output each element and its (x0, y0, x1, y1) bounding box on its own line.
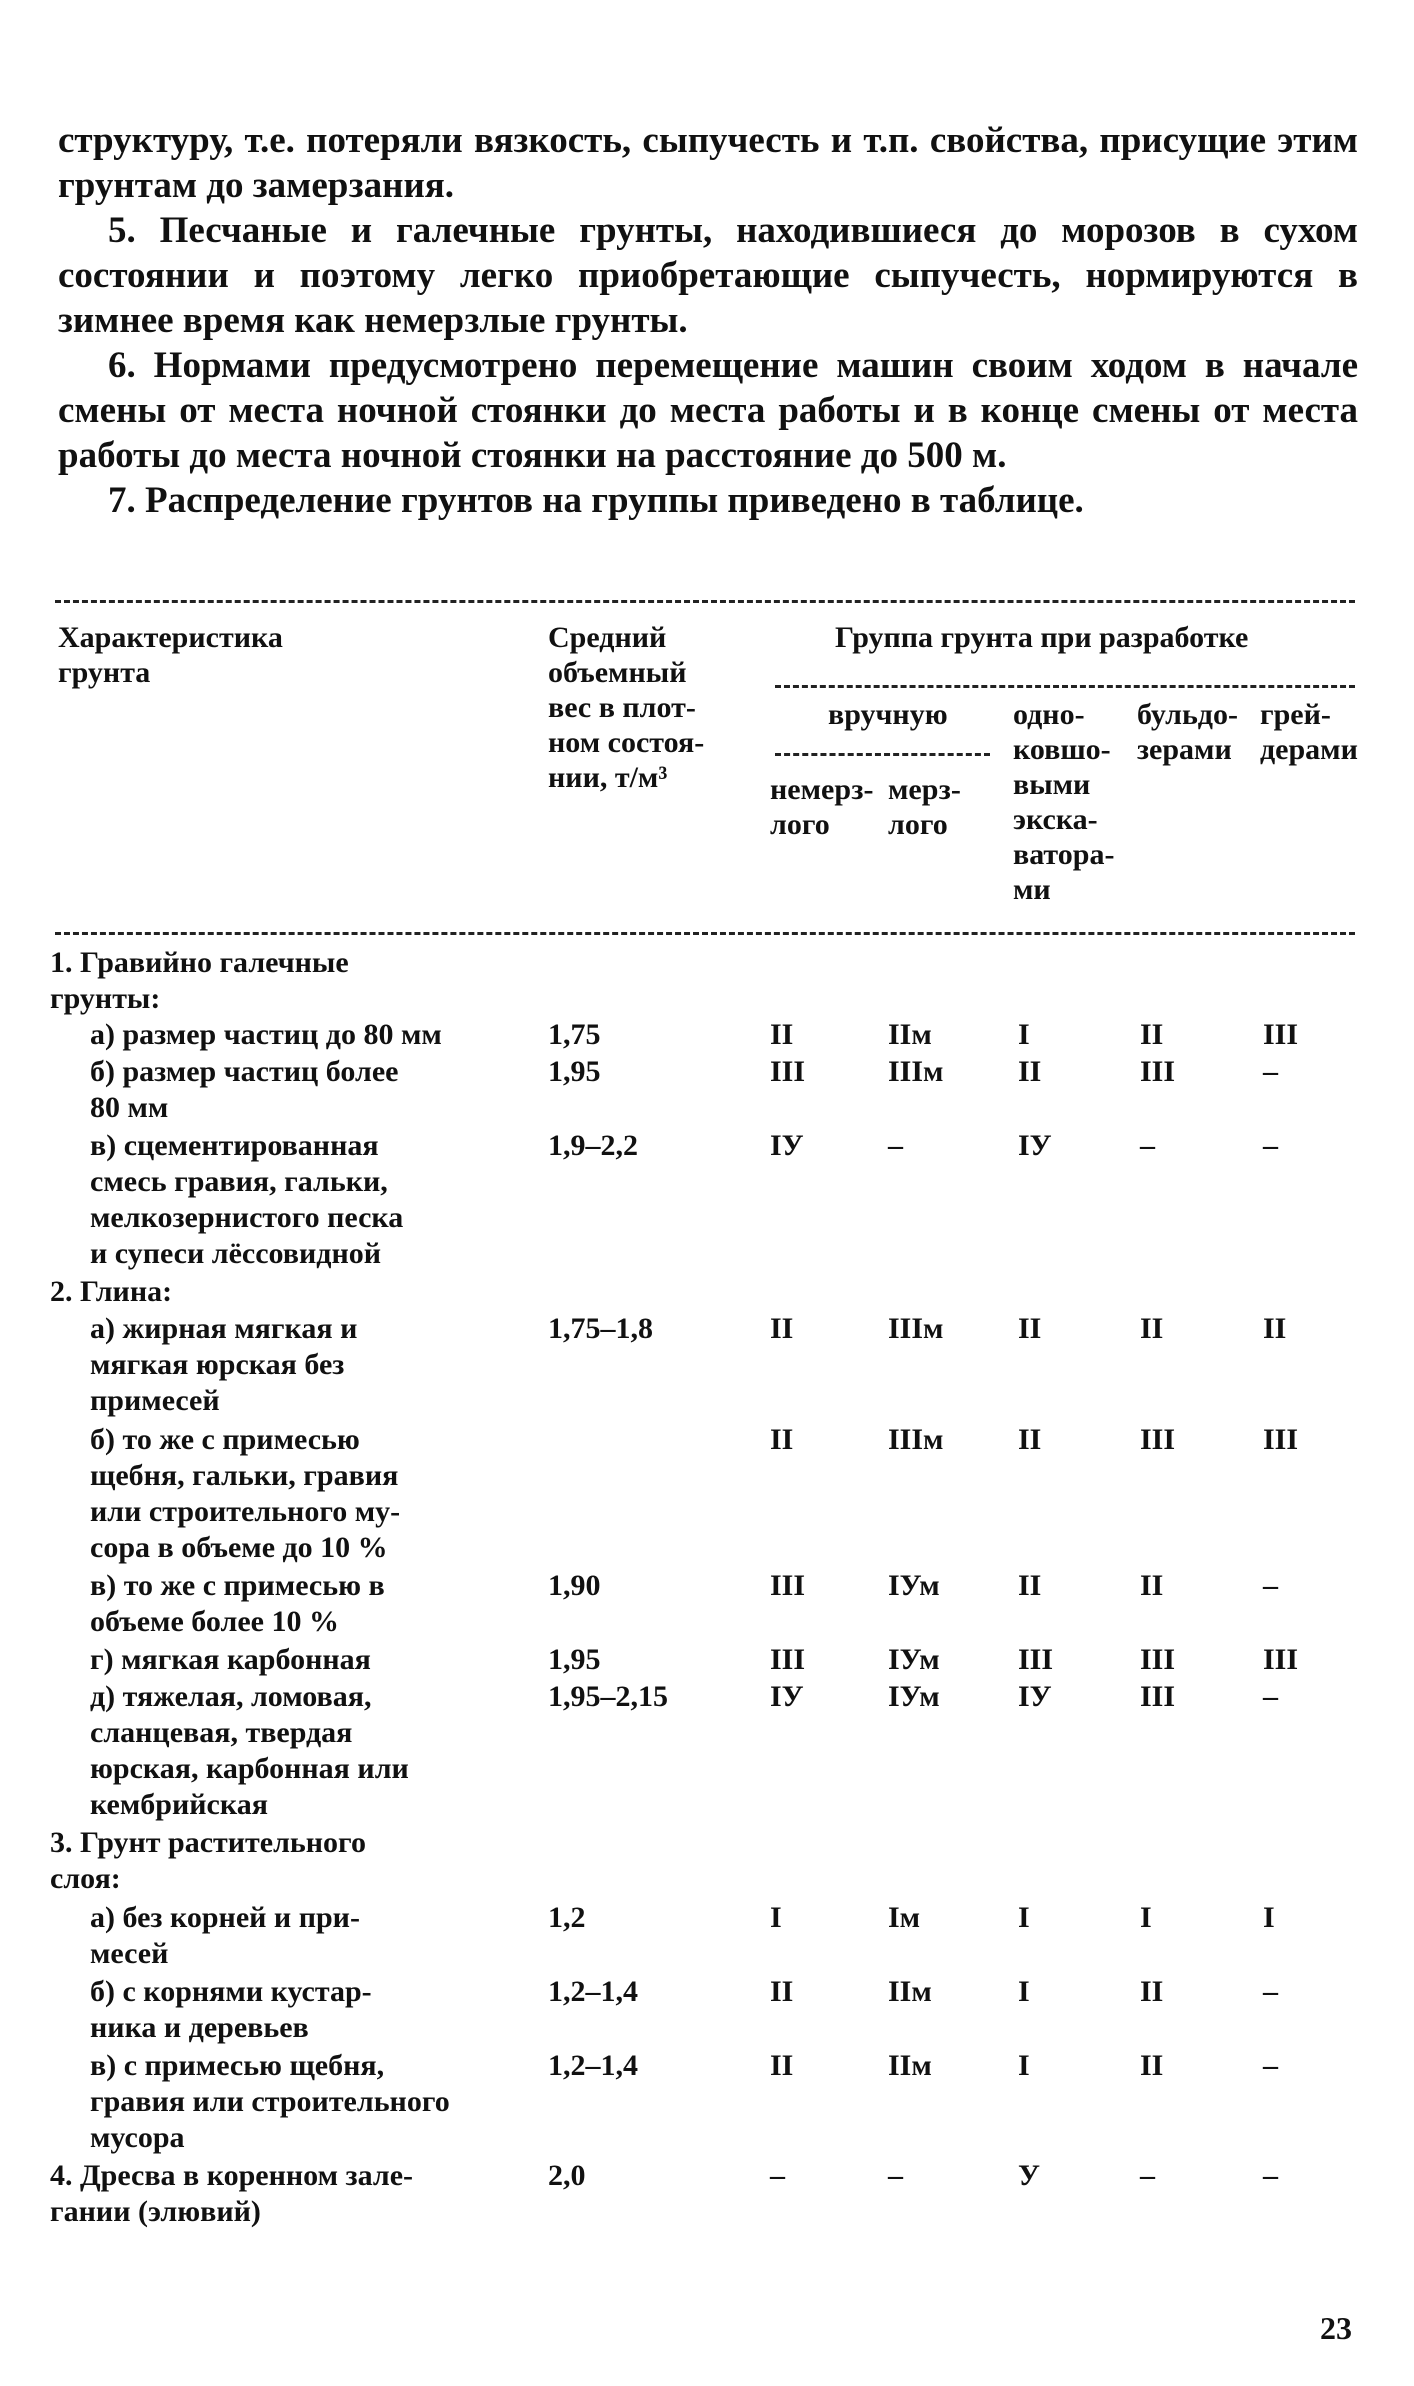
row-1-name: 1. Гравийно галечные грунты: (50, 946, 349, 1015)
row-1b-name: б) размер частиц более 80 мм (90, 1055, 399, 1124)
row-2c-frozen: IУм (888, 1569, 940, 1602)
header-weight: Средний объемный вес в плот- ном состоя- нии, т/м³ (548, 621, 705, 794)
row-1b-grader: – (1263, 1055, 1278, 1088)
row-2b-frozen: IIIм (888, 1423, 944, 1456)
row-2e-bulldozer: III (1140, 1680, 1176, 1713)
manual-header-rule (775, 753, 990, 756)
row-3c-excavator: I (1018, 2049, 1030, 2082)
row-3b-name: б) с корнями кустар- ника и деревьев (90, 1975, 372, 2044)
header-frozen: мерз- лого (888, 773, 961, 841)
header-unfrozen: немерз- лого (770, 773, 874, 841)
page-number: 23 (1320, 2310, 1352, 2346)
row-3a-grader: I (1263, 1901, 1275, 1934)
row-2d-frozen: IУм (888, 1643, 940, 1676)
row-1c-grader: – (1263, 1129, 1278, 1162)
row-3c-unfrozen: II (770, 2049, 794, 2082)
row-3c-bulldozer: II (1140, 2049, 1164, 2082)
row-2a-bulldozer: II (1140, 1312, 1164, 1345)
row-2e-weight: 1,95–2,15 (548, 1680, 668, 1713)
row-3a-frozen: Iм (888, 1901, 921, 1934)
row-3c-frozen: IIм (888, 2049, 932, 2082)
row-2c-grader: – (1263, 1569, 1278, 1602)
row-3b-frozen: IIм (888, 1975, 932, 2008)
row-3a-name: а) без корней и при- месей (90, 1901, 360, 1970)
row-1a-name: а) размер частиц до 80 мм (90, 1018, 442, 1051)
row-2e-frozen: IУм (888, 1680, 940, 1713)
row-4-bulldozer: – (1140, 2159, 1155, 2192)
row-2b-name: б) то же с примесью щебня, гальки, гравия или строительного му- сора в объеме до 10 % (90, 1423, 401, 1564)
paragraph-continuation: структуру, т.е. потеряли вязкость, сыпучесть и т.п. свойства, присущие этим грунтам до замерзания. (58, 120, 1358, 206)
row-1a-frozen: IIм (888, 1018, 932, 1051)
row-3a-bulldozer: I (1140, 1901, 1152, 1934)
row-2d-bulldozer: III (1140, 1643, 1176, 1676)
header-bottom-rule (55, 932, 1355, 935)
row-2d-grader: III (1263, 1643, 1299, 1676)
row-2b-excavator: II (1018, 1423, 1042, 1456)
row-3b-grader: – (1263, 1975, 1278, 2008)
row-3c-weight: 1,2–1,4 (548, 2049, 638, 2082)
row-3c-name: в) с примесью щебня, гравия или строительного мусора (90, 2049, 450, 2154)
row-4-frozen: – (888, 2159, 903, 2192)
row-3b-unfrozen: II (770, 1975, 794, 2008)
group-header-rule (775, 685, 1355, 688)
row-1a-grader: III (1263, 1018, 1299, 1051)
row-1a-weight: 1,75 (548, 1018, 601, 1051)
row-3c-grader: – (1263, 2049, 1278, 2082)
row-2a-weight: 1,75–1,8 (548, 1312, 653, 1345)
row-3a-excavator: I (1018, 1901, 1030, 1934)
row-2c-name: в) то же с примесью в объеме более 10 % (90, 1569, 385, 1638)
row-2a-name: а) жирная мягкая и мягкая юрская без примесей (90, 1312, 358, 1417)
row-4-name: 4. Дресва в коренном зале- гании (элювий) (50, 2159, 414, 2228)
row-2e-excavator: IУ (1018, 1680, 1052, 1713)
row-1c-weight: 1,9–2,2 (548, 1129, 638, 1162)
row-2a-frozen: IIIм (888, 1312, 944, 1345)
row-1c-excavator: IУ (1018, 1129, 1052, 1162)
paragraph-6: 6. Нормами предусмотрено перемещение машин своим ходом в начале смены от места ночной стоянки до места работы и в конце смены от места работы до места ночной стоянки на расстояние до 500 м. (58, 345, 1358, 476)
row-1a-unfrozen: II (770, 1018, 794, 1051)
row-4-weight: 2,0 (548, 2159, 586, 2192)
row-1a-bulldozer: II (1140, 1018, 1164, 1051)
row-4-excavator: У (1018, 2159, 1041, 2192)
header-group: Группа грунта при разработке (835, 621, 1249, 654)
row-3b-weight: 1,2–1,4 (548, 1975, 638, 2008)
row-2d-excavator: III (1018, 1643, 1054, 1676)
header-bulldozer: бульдо- зерами (1137, 698, 1238, 766)
row-2b-grader: III (1263, 1423, 1299, 1456)
row-2a-grader: II (1263, 1312, 1287, 1345)
row-2e-name: д) тяжелая, ломовая, сланцевая, твердая юрская, карбонная или кембрийская (90, 1680, 409, 1821)
row-2e-unfrozen: IУ (770, 1680, 804, 1713)
row-2e-grader: – (1263, 1680, 1278, 1713)
paragraph-7: 7. Распределение грунтов на группы приведено в таблице. (108, 480, 1084, 521)
row-1c-unfrozen: IУ (770, 1129, 804, 1162)
row-3a-weight: 1,2 (548, 1901, 586, 1934)
row-4-grader: – (1263, 2159, 1278, 2192)
row-1c-frozen: – (888, 1129, 903, 1162)
header-manual: вручную (828, 698, 948, 731)
row-1c-name: в) сцементированная смесь гравия, гальки, мелкозернистого песка и супеси лёссовидной (90, 1129, 404, 1270)
row-2d-name: г) мягкая карбонная (90, 1643, 371, 1676)
row-3-name: 3. Грунт растительного слоя: (50, 1826, 366, 1895)
row-2c-excavator: II (1018, 1569, 1042, 1602)
header-excavator: одно- ковшо- выми экска- ватора- ми (1013, 698, 1115, 906)
table-top-rule (55, 600, 1355, 603)
row-4-unfrozen: – (770, 2159, 785, 2192)
row-2d-unfrozen: III (770, 1643, 806, 1676)
row-3b-excavator: I (1018, 1975, 1030, 2008)
header-grader: грей- дерами (1260, 698, 1358, 766)
row-2c-unfrozen: III (770, 1569, 806, 1602)
row-1b-frozen: IIIм (888, 1055, 944, 1088)
row-1a-excavator: I (1018, 1018, 1030, 1051)
header-characteristic: Характеристика грунта (58, 621, 283, 689)
row-2c-bulldozer: II (1140, 1569, 1164, 1602)
row-1c-bulldozer: – (1140, 1129, 1155, 1162)
paragraph-5: 5. Песчаные и галечные грунты, находившиеся до морозов в сухом состоянии и поэтому легко приобретающие сыпучесть, нормируются в зимнее время как немерзлые грунты. (58, 210, 1358, 341)
row-2a-unfrozen: II (770, 1312, 794, 1345)
row-1b-weight: 1,95 (548, 1055, 601, 1088)
row-3b-bulldozer: II (1140, 1975, 1164, 2008)
row-2a-excavator: II (1018, 1312, 1042, 1345)
row-2d-weight: 1,95 (548, 1643, 601, 1676)
row-1b-unfrozen: III (770, 1055, 806, 1088)
row-3a-unfrozen: I (770, 1901, 782, 1934)
row-2c-weight: 1,90 (548, 1569, 601, 1602)
row-2b-bulldozer: III (1140, 1423, 1176, 1456)
row-1b-bulldozer: III (1140, 1055, 1176, 1088)
row-2-name: 2. Глина: (50, 1275, 173, 1308)
row-2b-unfrozen: II (770, 1423, 794, 1456)
row-1b-excavator: II (1018, 1055, 1042, 1088)
